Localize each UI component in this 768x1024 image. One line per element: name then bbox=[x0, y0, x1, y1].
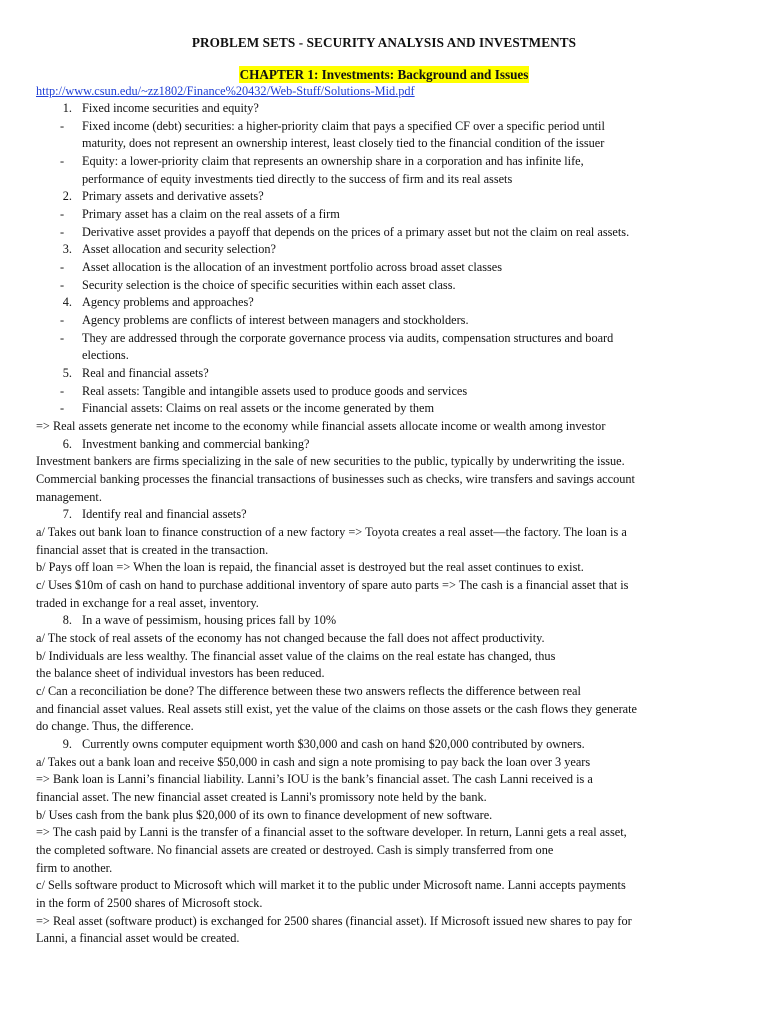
text-line bbox=[36, 807, 492, 824]
text-line bbox=[36, 701, 637, 718]
chapter-heading-wrap bbox=[0, 66, 768, 83]
text-line bbox=[36, 648, 555, 665]
text-line bbox=[36, 542, 268, 559]
question-number: 7. bbox=[62, 507, 72, 521]
line-text: performance of equity investments tied directly to the success of firm and its real assets bbox=[82, 172, 513, 186]
line-text: Financial assets: Claims on real assets or the income generated by them bbox=[82, 401, 435, 415]
text-line bbox=[36, 577, 628, 594]
text-line bbox=[36, 754, 590, 771]
line-text: Agency problems are conflicts of interest between managers and stockholders. bbox=[82, 313, 469, 327]
text-line bbox=[36, 718, 194, 735]
line-text: the balance sheet of individual investors has been reduced. bbox=[36, 666, 325, 680]
line-text: => Real asset (software product) is exchanged for 2500 shares (financial asset). If Microsoft issued new shares to pay for bbox=[36, 914, 632, 928]
line-text: In a wave of pessimism, housing prices fall by 10% bbox=[82, 613, 337, 627]
line-text: firm to another. bbox=[36, 861, 113, 875]
question-number: 5. bbox=[62, 366, 72, 380]
text-line bbox=[36, 665, 325, 682]
line-text: a/ Takes out bank loan to finance construction of a new factory => Toyota creates a real asset—the factory. The loan is a bbox=[36, 525, 627, 539]
bullet-dash: - bbox=[60, 119, 65, 133]
bullet-dash: - bbox=[60, 278, 65, 292]
question-number: 6. bbox=[62, 437, 72, 451]
text-line bbox=[36, 860, 112, 877]
line-text: => Real assets generate net income to the economy while financial assets allocate income or wealth among investor bbox=[36, 419, 606, 433]
line-text: Derivative asset provides a payoff that depends on the prices of a primary asset but not the claim on real assets. bbox=[82, 225, 630, 239]
line-text: => Bank loan is Lanni’s financial liability. Lanni’s IOU is the bank’s financial asset. The cash Lanni received is a bbox=[36, 772, 593, 786]
text-line bbox=[36, 824, 627, 841]
line-text: management. bbox=[36, 490, 102, 504]
bullet-line bbox=[60, 277, 456, 294]
bullet-line bbox=[60, 312, 469, 329]
line-text: a/ The stock of real assets of the economy has not changed because the fall does not affect productivity. bbox=[36, 631, 545, 645]
line-text: c/ Sells software product to Microsoft which will market it to the public under Microsoft name. Lanni accepts payments bbox=[36, 878, 626, 892]
bullet-dash: - bbox=[60, 225, 65, 239]
bullet-dash: - bbox=[60, 207, 65, 221]
line-text: b/ Individuals are less wealthy. The financial asset value of the claims on the real estate has changed, thus bbox=[36, 649, 556, 663]
question-number: 3. bbox=[62, 242, 72, 256]
question-number: 4. bbox=[62, 295, 72, 309]
line-text: b/ Uses cash from the bank plus $20,000 of its own to finance development of new software. bbox=[36, 808, 493, 822]
line-text: financial asset that is created in the transaction. bbox=[36, 543, 269, 557]
question-line bbox=[62, 506, 247, 523]
text-line bbox=[36, 489, 102, 506]
question-line bbox=[62, 365, 209, 382]
line-text: Asset allocation and security selection? bbox=[82, 242, 276, 256]
line-text: b/ Pays off loan => When the loan is repaid, the financial asset is destroyed but the real asset continues to exist. bbox=[36, 560, 584, 574]
bullet-line bbox=[60, 224, 630, 241]
line-text: do change. Thus, the difference. bbox=[36, 719, 194, 733]
question-line bbox=[62, 612, 337, 629]
line-text: Security selection is the choice of specific securities within each asset class. bbox=[82, 278, 456, 292]
text-line bbox=[36, 453, 625, 470]
line-text: Asset allocation is the allocation of an investment portfolio across broad asset classes bbox=[82, 260, 503, 274]
question-line bbox=[62, 736, 585, 753]
line-text: Primary assets and derivative assets? bbox=[82, 189, 264, 203]
bullet-line bbox=[60, 330, 614, 347]
question-line bbox=[62, 188, 264, 205]
bullet-line bbox=[60, 206, 340, 223]
text-line bbox=[36, 842, 553, 859]
line-text: Real and financial assets? bbox=[82, 366, 209, 380]
question-line bbox=[62, 241, 276, 258]
question-line bbox=[62, 100, 259, 117]
text-line bbox=[36, 789, 487, 806]
question-line bbox=[62, 436, 310, 453]
text-line bbox=[36, 895, 262, 912]
question-line bbox=[62, 294, 254, 311]
text-line bbox=[36, 524, 627, 541]
question-number: 9. bbox=[62, 737, 72, 751]
line-text: Investment banking and commercial banking? bbox=[82, 437, 310, 451]
text-line bbox=[82, 347, 129, 364]
document-title: PROBLEM SETS - SECURITY ANALYSIS AND INVESTMENTS bbox=[191, 35, 577, 50]
chapter-heading: CHAPTER 1: Investments: Background and Issues bbox=[239, 67, 529, 82]
line-text: Primary asset has a claim on the real assets of a firm bbox=[82, 207, 340, 221]
question-number: 1. bbox=[62, 101, 72, 115]
line-text: maturity, does not represent an ownership interest, least closely tied to the financial condition of the issuer bbox=[82, 136, 605, 150]
line-text: elections. bbox=[82, 348, 129, 362]
line-text: Fixed income securities and equity? bbox=[82, 101, 259, 115]
line-text: Commercial banking processes the financial transactions of businesses such as checks, wire transfers and savings account bbox=[36, 472, 635, 486]
line-text: Investment bankers are firms specializing in the sale of new securities to the public, typically by underwriting the issue. bbox=[36, 454, 625, 468]
bullet-dash: - bbox=[60, 331, 65, 345]
line-text: They are addressed through the corporate governance process via audits, compensation structures and board bbox=[82, 331, 614, 345]
bullet-line bbox=[60, 383, 468, 400]
line-text: Fixed income (debt) securities: a higher-priority claim that pays a specified CF over a specific period until bbox=[82, 119, 605, 133]
bullet-line bbox=[60, 118, 605, 135]
line-text: in the form of 2500 shares of Microsoft stock. bbox=[36, 896, 263, 910]
text-line bbox=[36, 877, 626, 894]
line-text: Real assets: Tangible and intangible assets used to produce goods and services bbox=[82, 384, 468, 398]
line-text: and financial asset values. Real assets still exist, yet the value of the claims on those assets or the cash flows they generate bbox=[36, 702, 638, 716]
text-line bbox=[36, 471, 635, 488]
solutions-link[interactable]: http://www.csun.edu/~zz1802/Finance%20432/Web-Stuff/Solutions-Mid.pdf bbox=[36, 84, 415, 98]
text-line bbox=[82, 135, 604, 152]
text-line bbox=[36, 930, 240, 947]
bullet-dash: - bbox=[60, 401, 65, 415]
line-text: c/ Can a reconciliation be done? The difference between these two answers reflects the difference between real bbox=[36, 684, 581, 698]
line-text: a/ Takes out a bank loan and receive $50,000 in cash and sign a note promising to pay back the loan over 3 years bbox=[36, 755, 591, 769]
bullet-line bbox=[60, 153, 584, 170]
line-text: Agency problems and approaches? bbox=[82, 295, 254, 309]
bullet-dash: - bbox=[60, 260, 65, 274]
text-line bbox=[36, 559, 584, 576]
line-text: Lanni, a financial asset would be created. bbox=[36, 931, 240, 945]
text-line bbox=[36, 595, 259, 612]
line-text: financial asset. The new financial asset created is Lanni's promissory note held by the bank. bbox=[36, 790, 487, 804]
bullet-line bbox=[60, 400, 435, 417]
question-number: 8. bbox=[62, 613, 72, 627]
bullet-dash: - bbox=[60, 384, 65, 398]
text-line bbox=[36, 630, 545, 647]
solutions-link-line bbox=[36, 83, 415, 100]
text-line bbox=[82, 171, 512, 188]
question-number: 2. bbox=[62, 189, 72, 203]
bullet-line bbox=[60, 259, 503, 276]
text-line bbox=[36, 771, 593, 788]
line-text: the completed software. No financial assets are created or destroyed. Cash is simply transferred from one bbox=[36, 843, 554, 857]
line-text: Equity: a lower-priority claim that represents an ownership share in a corporation and has infinite life, bbox=[82, 154, 584, 168]
text-line bbox=[36, 913, 632, 930]
text-line bbox=[36, 418, 605, 435]
line-text: Identify real and financial assets? bbox=[82, 507, 247, 521]
bullet-dash: - bbox=[60, 313, 65, 327]
line-text: c/ Uses $10m of cash on hand to purchase additional inventory of spare auto parts => The cash is a financial asset that is bbox=[36, 578, 629, 592]
text-line bbox=[36, 683, 581, 700]
line-text: => The cash paid by Lanni is the transfer of a financial asset to the software developer. In return, Lanni gets a real asset, bbox=[36, 825, 627, 839]
bullet-dash: - bbox=[60, 154, 65, 168]
line-text: traded in exchange for a real asset, inventory. bbox=[36, 596, 259, 610]
line-text: Currently owns computer equipment worth $30,000 and cash on hand $20,000 contributed by owners. bbox=[82, 737, 585, 751]
